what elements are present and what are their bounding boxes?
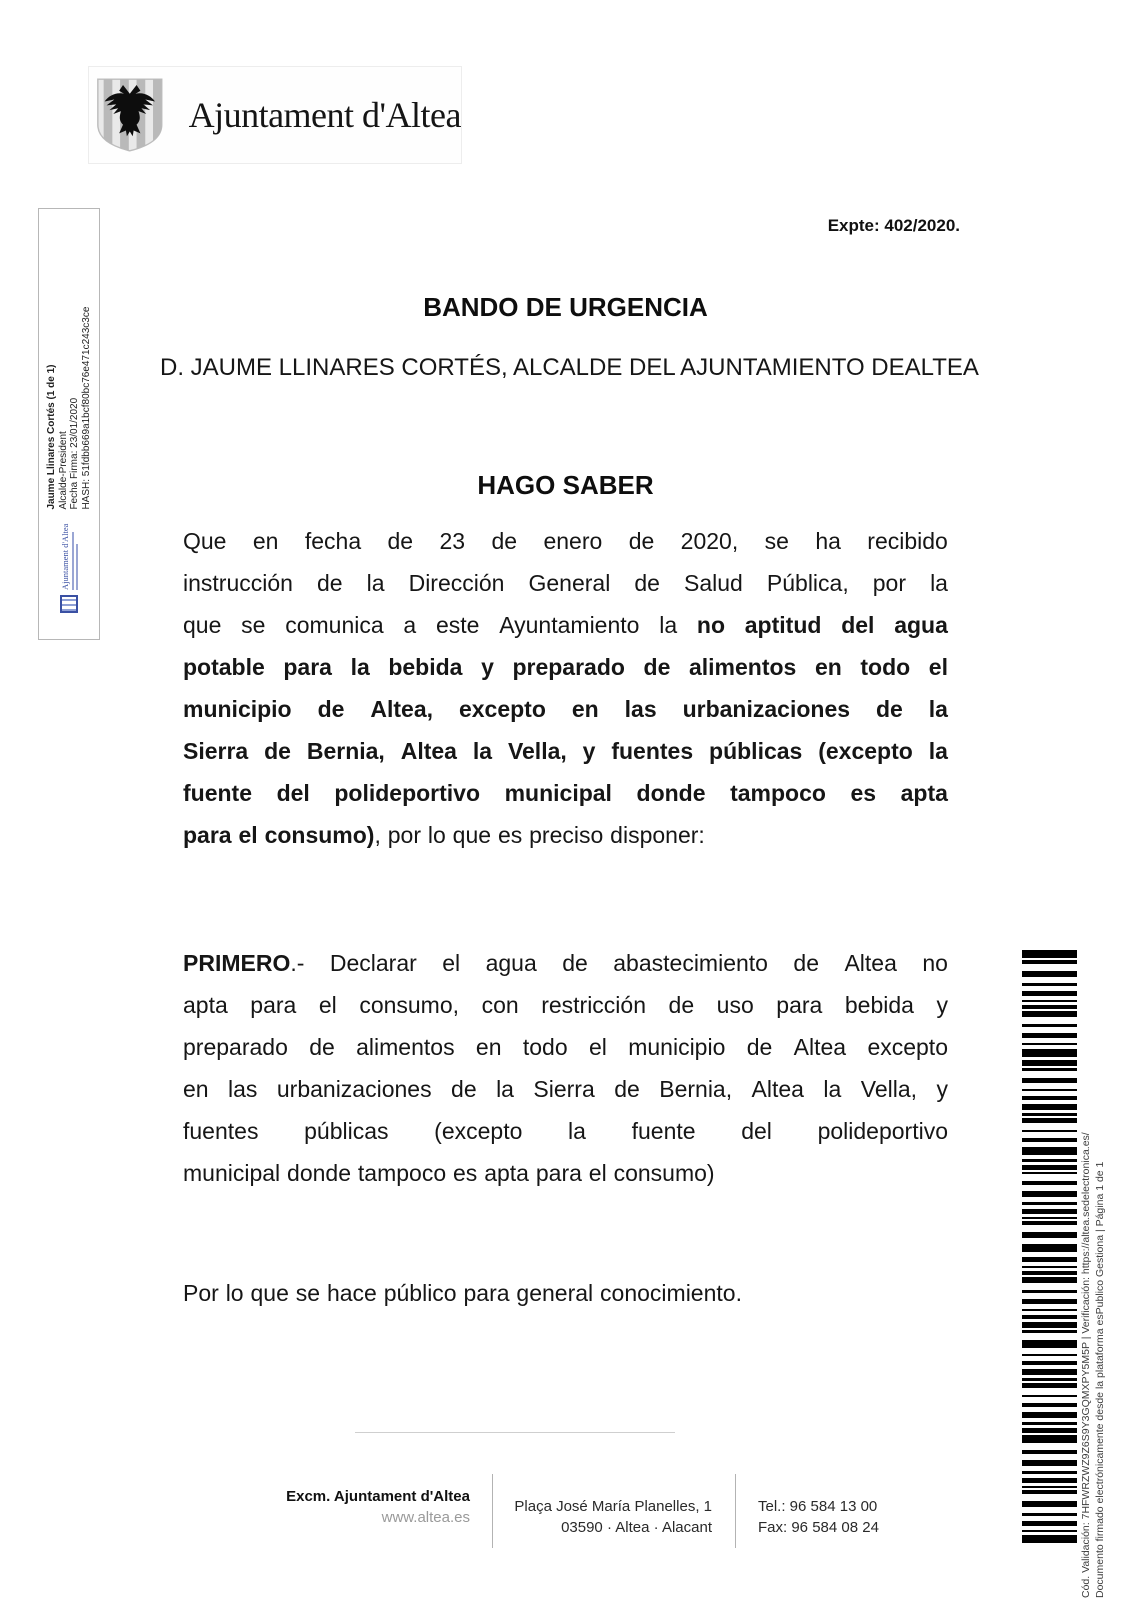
signature-sidebar [38,208,100,640]
stamp-org: Ajuntament d'Altea [60,523,70,590]
doc-title: BANDO DE URGENCIA [423,292,708,322]
signature-signer: Jaume Llinares Cortés (1 de 1) [46,364,57,510]
validation-line2: Documento firmado electrónicamente desde la plataforma esPublico Gestiona | Página 1 de 1 [1093,1161,1106,1598]
header-logo [88,66,462,164]
altea-crest-icon [93,75,167,155]
signature-hash: HASH: 51fdbb669a1bcf80bc76e471c243c3ce [80,306,92,510]
footer-org: Excm. Ajuntament d'Altea [286,1488,470,1505]
section-heading: HAGO SABER [477,470,654,500]
footer-address-line1: Plaça José María Planelles, 1 [514,1498,712,1515]
footer-fax: Fax: 96 584 08 24 [758,1519,879,1536]
signature-date: Fecha Firma: 23/01/2020 [69,397,80,510]
validation-strip [1080,1026,1108,1598]
stamp-fineprint-line [76,544,78,590]
footer-divider [355,1432,675,1433]
signature-role: Alcalde-President [57,431,69,510]
footer-phone: Tel.: 96 584 13 00 [758,1498,878,1515]
stamp-fineprint-line [72,532,74,590]
barcode [1022,950,1077,1543]
paragraph-closing: Por lo que se hace público para general conocimiento. [183,1280,742,1306]
stamp [60,524,78,613]
paragraph-notice: Que en fecha de 23 de enero de 2020, se ha recibido instrucción de la Dirección General de Salud Pública, por la que se comunica a este Ayuntamiento la no aptitud del agua potable para la bebida y preparado de alimentos en todo el municipio de Altea, excepto en las urbanizaciones de la Sierra de Bernia, Altea la Vella, y fuentes públicas (excepto la fuente del polideportivo municipal donde tampoco es apta para el consumo), por lo que es preciso disponer: [183,528,948,848]
expte-number: Expte: 402/2020. [827,216,960,235]
stamp-crest-icon [60,595,78,613]
paragraph-primero: PRIMERO.- Declarar el agua de abastecimiento de Altea no apta para el consumo, con restricción de uso para bebida y preparado de alimentos en todo el municipio de Altea excepto en las urbanizaciones de la Sierra de Bernia, Altea la Vella, y fuentes públicas (excepto la fuente del polideportivo municipal donde tampoco es apta para el consumo) [183,950,948,1186]
signature-rotated-content [39,209,99,639]
footer-separator [492,1474,493,1548]
footer-website: www.altea.es [381,1509,470,1526]
footer-address-line2: 03590 · Altea · Alacant [561,1519,712,1536]
logo-text: Ajuntament d'Altea [188,95,461,135]
footer-separator [735,1474,736,1548]
doc-subtitle: D. JAUME LLINARES CORTÉS, ALCALDE DEL AJUNTAMIENTO DEALTEA [160,354,979,381]
validation-line1: Cód. Validación: 7HFWRZWZ9Z6S9Y3GQMXPY5M5P | Verificación: https://altea.sedelectronica.es/ [1080,1132,1092,1598]
